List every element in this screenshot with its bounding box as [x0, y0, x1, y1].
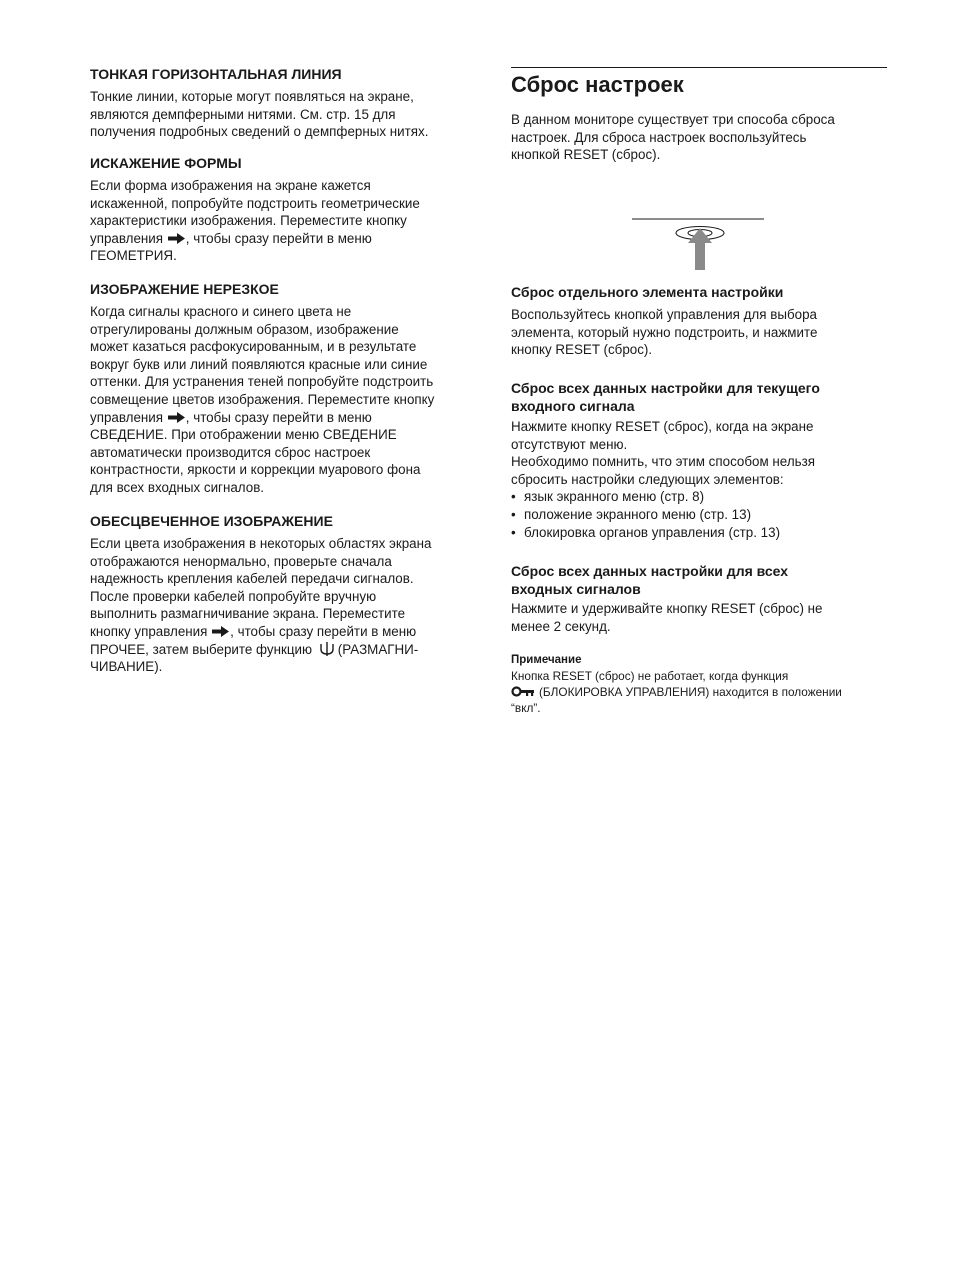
heading-shape-distortion: ИСКАЖЕНИЕ ФОРМЫ	[90, 155, 242, 171]
paragraph-discolored-image: Если цвета изображения в некоторых областях экрана отображаются ненормально, проверьте сначала надежность крепления кабелей передачи сигналов. После проверки кабелей попробуйте вручную выполнить размагничивание экрана. Переместите кнопку управления , чтобы сразу перейти в меню ПРОЧЕЕ, затем выберите функцию (РАЗМАГНИ- ЧИВАНИЕ).	[90, 536, 432, 675]
arrow-right-icon	[168, 412, 185, 423]
paragraph-image-blurry: Когда сигналы красного и синего цвета не отрегулированы должным образом, изображение может казаться расфокусированным, и в результате вокруг букв или линий появляются красные или синие оттенки. Для устранения теней попробуйте подстроить совмещение цветов изображения. Переместите кнопку управления , чтобы сразу перейти в меню СВЕДЕНИЕ. При отображении меню СВЕДЕНИЕ автоматически производится сброс настроек контрастности, яркости и коррекции муарового фона для всех входных сигналов.	[90, 304, 435, 495]
page-title: Сброс настроек	[511, 72, 684, 97]
paragraph-shape-distortion: Если форма изображения на экране кажется искаженной, попробуйте подстроить геометрические характеристики изображения. Переместите кнопку управления , чтобы сразу перейти в меню ГЕОМЕТРИЯ.	[90, 178, 420, 264]
list-item: • язык экранного меню (стр. 8)	[511, 488, 815, 506]
heading-reset-all-inputs: Сброс всех данных настройки для всех входных сигналов	[511, 563, 789, 597]
list-item: • блокировка органов управления (стр. 13)	[511, 524, 815, 542]
degauss-icon	[319, 642, 335, 656]
list-item: • положение экранного меню (стр. 13)	[511, 506, 815, 524]
paragraph-reset-all-inputs: Нажмите и удерживайте кнопку RESET (сброс) не менее 2 секунд.	[511, 601, 823, 634]
paragraph-reset-current-input: Нажмите кнопку RESET (сброс), когда на экране отсутствуют меню. Необходимо помнить, что этим способом нельзя сбросить настройки следующих элементов: • язык экранного меню (стр. 8) • положение экранного меню (стр. 13) • блокировка органов управления (стр. 13)	[511, 418, 815, 541]
paragraph-reset-intro: В данном мониторе существует три способа сброса настроек. Для сброса настроек воспользуйтесь кнопкой RESET (сброс).	[511, 112, 835, 163]
note-heading: Примечание	[511, 654, 582, 666]
heading-discolored-image: ОБЕСЦВЕЧЕННОЕ ИЗОБРАЖЕНИЕ	[90, 513, 333, 529]
arrow-right-icon	[168, 233, 185, 244]
key-lock-icon	[511, 686, 535, 697]
note-text: Кнопка RESET (сброс) не работает, когда функция (БЛОКИРОВКА УПРАВЛЕНИЯ) находится в положении “вкл”.	[511, 669, 842, 715]
section-top-rule	[511, 67, 887, 68]
paragraph-reset-single-item: Воспользуйтесь кнопкой управления для выбора элемента, который нужно подстроить, и нажмите кнопку RESET (сброс).	[511, 307, 818, 358]
paragraph-thin-line: Тонкие линии, которые могут появляться на экране, являются демпферными нитями. См. стр. 15 для получения подробных сведений о демпферных нитях.	[90, 89, 429, 140]
heading-image-blurry: ИЗОБРАЖЕНИЕ НЕРЕЗКОЕ	[90, 281, 279, 297]
reset-button-illustration	[628, 214, 768, 272]
heading-reset-single-item: Сброс отдельного элемента настройки	[511, 284, 784, 300]
arrow-right-icon	[212, 626, 229, 637]
heading-reset-current-input: Сброс всех данных настройки для текущего входного сигнала	[511, 380, 820, 414]
heading-thin-horizontal-line: ТОНКАЯ ГОРИЗОНТАЛЬНАЯ ЛИНИЯ	[90, 66, 342, 82]
